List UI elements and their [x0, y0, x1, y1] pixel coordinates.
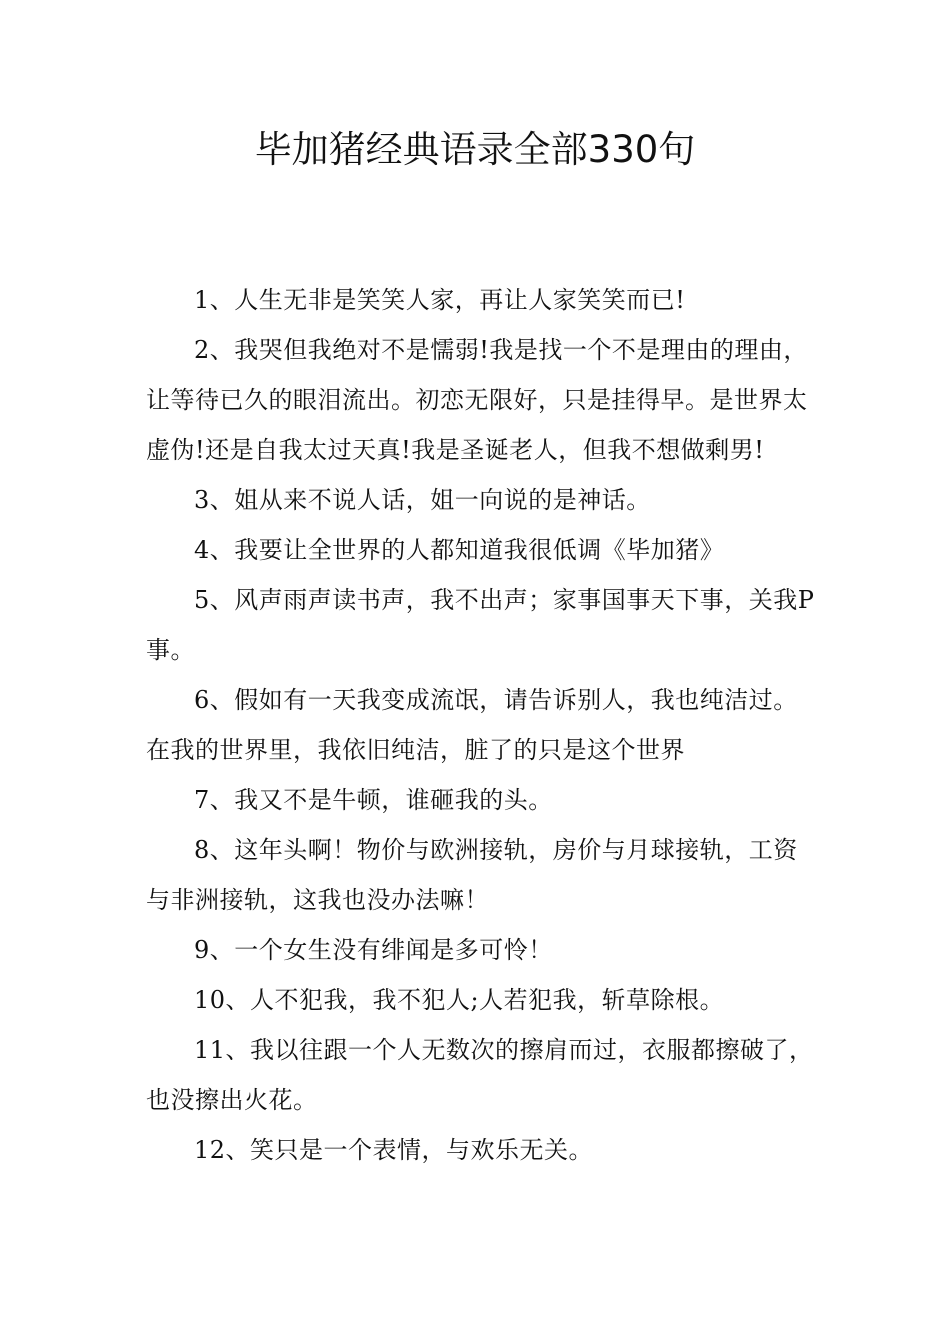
quote-paragraph-9: 9、一个女生没有绯闻是多可怜！ — [194, 936, 553, 964]
quote-paragraph-8: 8、这年头啊！物价与欧洲接轨，房价与月球接轨，工资与非洲接轨，这我也没办法嘛！ — [146, 836, 798, 914]
quote-paragraph-4: 4、我要让全世界的人都知道我很低调《毕加猪》 — [194, 536, 725, 564]
quote-paragraph-1: 1、人生无非是笑笑人家，再让人家笑笑而已! — [194, 286, 686, 314]
quote-paragraph-5: 5、风声雨声读书声，我不出声；家事国事天下事，关我P事。 — [146, 586, 815, 664]
quote-paragraph-11: 11、我以往跟一个人无数次的擦肩而过，衣服都擦破了，也没擦出火花。 — [146, 1036, 814, 1114]
document-title: 毕加猪经典语录全部330句 — [254, 128, 696, 171]
quote-paragraph-6: 6、假如有一天我变成流氓，请告诉别人，我也纯洁过。在我的世界里，我依旧纯洁，脏了的只是这个世界 — [146, 686, 798, 764]
quote-paragraph-10: 10、人不犯我，我不犯人;人若犯我，斩草除根。 — [194, 986, 725, 1014]
quote-paragraph-2: 2、我哭但我绝对不是懦弱!我是找一个不是理由的理由，让等待已久的眼泪流出。初恋无限好，只是挂得早。是世界太虚伪!还是自我太过天真!我是圣诞老人，但我不想做剩男! — [146, 336, 808, 464]
quote-paragraph-7: 7、我又不是牛顿，谁砸我的头。 — [194, 786, 553, 814]
quote-paragraph-3: 3、姐从来不说人话，姐一向说的是神话。 — [194, 486, 651, 514]
quote-paragraph-12: 12、笑只是一个表情，与欢乐无关。 — [194, 1136, 594, 1164]
document-body — [146, 275, 818, 1175]
